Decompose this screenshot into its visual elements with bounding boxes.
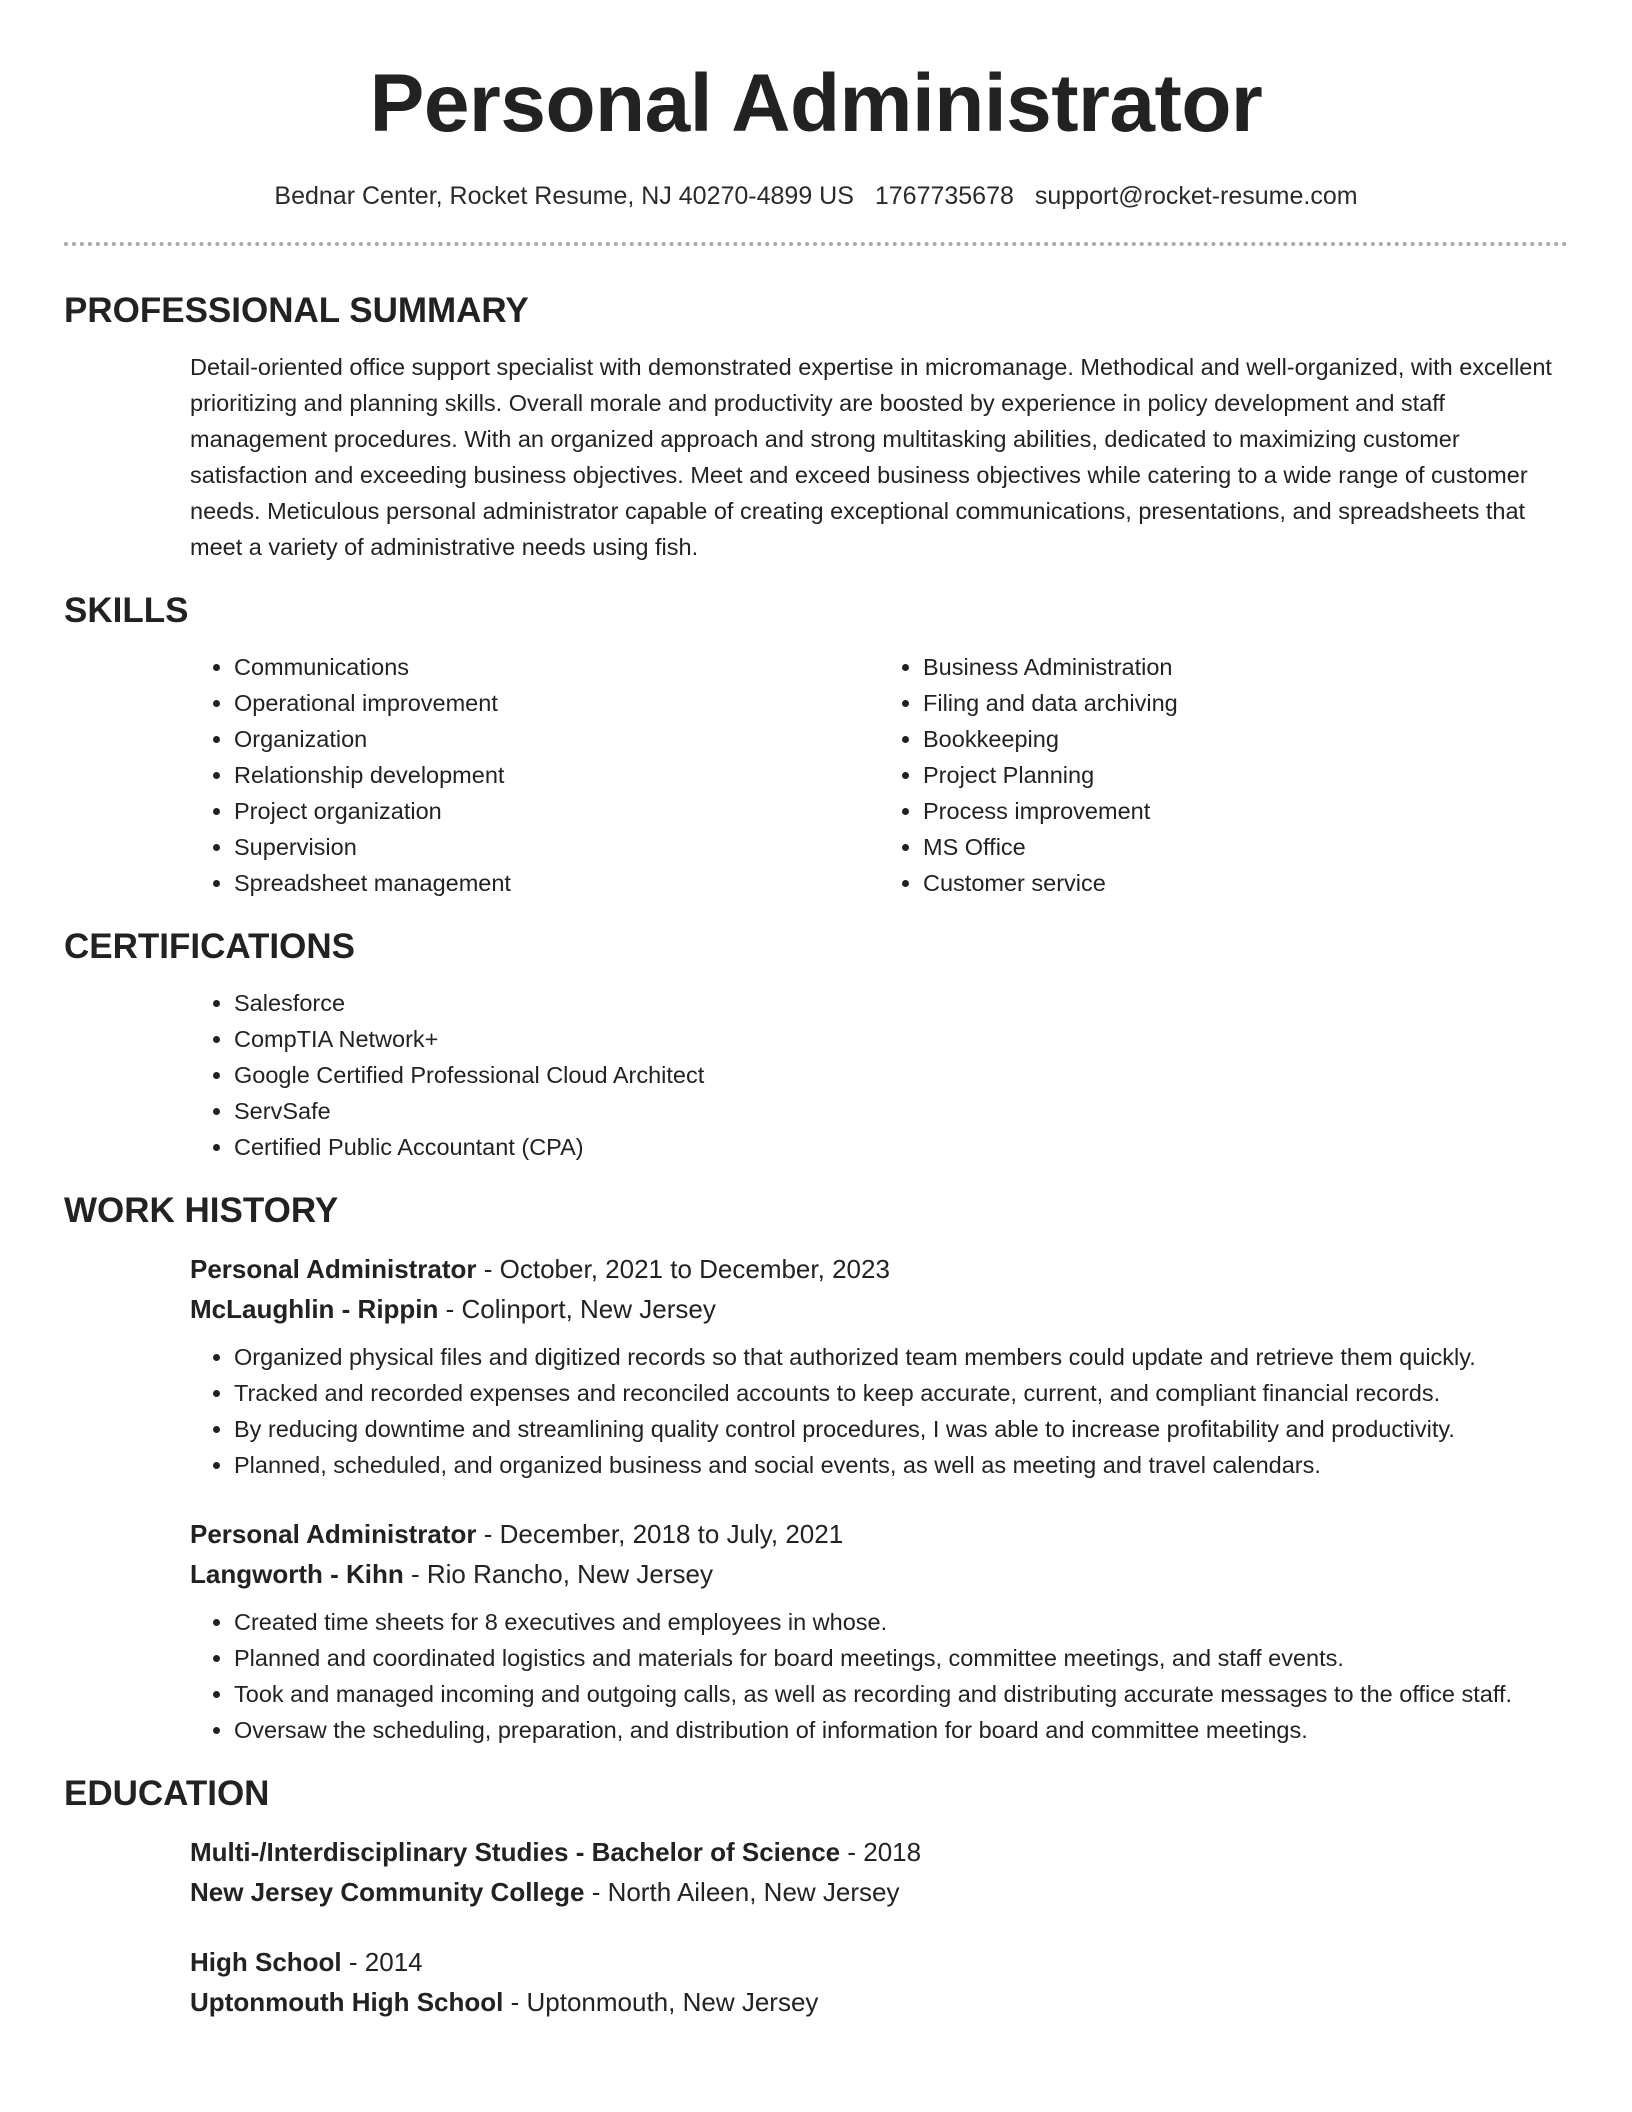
certification-item: • ServSafe <box>234 1093 1568 1129</box>
job-entry <box>64 1514 1568 1748</box>
certification-item: • Google Certified Professional Cloud Architect <box>234 1057 1568 1093</box>
education-degree-line <box>190 1942 1568 1982</box>
skill-item: • Spreadsheet management <box>234 865 879 901</box>
job-location: - Rio Rancho, New Jersey <box>403 1559 713 1589</box>
skill-item: • Filing and data archiving <box>923 685 1568 721</box>
skill-item: • Communications <box>234 649 879 685</box>
skill-item: • Relationship development <box>234 757 879 793</box>
job-bullet: • Tracked and recorded expenses and reconciled accounts to keep accurate, current, and compliant financial records. <box>234 1375 1568 1411</box>
education-entry <box>64 1942 1568 2022</box>
skills-list-left <box>190 649 879 901</box>
skill-item: • Customer service <box>923 865 1568 901</box>
summary-text: Detail-oriented office support specialist with demonstrated expertise in micromanage. Methodical and well-organized, with excellent prioritizing and planning skills. Overall morale and productivity are boosted by experience in policy development and staff management procedures. With an organized approach and strong multitasking abilities, dedicated to maximizing customer satisfaction and exceeding business objectives. Meet and exceed business objectives while catering to a wide range of customer needs. Meticulous personal administrator capable of creating exceptional communications, presentations, and spreadsheets that meet a variety of administrative needs using fish. <box>190 354 1552 560</box>
job-company-line <box>190 1289 1568 1329</box>
education-school: Uptonmouth High School <box>190 1987 504 2017</box>
job-bullet: • Created time sheets for 8 executives and employees in whose. <box>234 1604 1568 1640</box>
job-company: McLaughlin - Rippin <box>190 1294 439 1324</box>
skills-list-right <box>879 649 1568 901</box>
job-title-line <box>190 1514 1568 1554</box>
skill-item: • Project Planning <box>923 757 1568 793</box>
skills-heading: SKILLS <box>64 591 189 630</box>
work-history-heading: WORK HISTORY <box>64 1191 339 1230</box>
header-divider <box>64 242 1568 246</box>
education-school-line <box>190 1872 1568 1912</box>
job-bullet: • Took and managed incoming and outgoing calls, as well as recording and distributing accurate messages to the office staff. <box>234 1676 1568 1712</box>
education-location: - Uptonmouth, New Jersey <box>503 1987 819 2017</box>
summary-heading: PROFESSIONAL SUMMARY <box>64 291 529 330</box>
job-bullets <box>190 1339 1568 1483</box>
certification-item: • Salesforce <box>234 985 1568 1021</box>
certification-item: • CompTIA Network+ <box>234 1021 1568 1057</box>
job-bullet: • By reducing downtime and streamlining quality control procedures, I was able to increase profitability and productivity. <box>234 1411 1568 1447</box>
skill-item: • Process improvement <box>923 793 1568 829</box>
job-entry <box>64 1249 1568 1483</box>
skill-item: • Supervision <box>234 829 879 865</box>
job-company: Langworth - Kihn <box>190 1559 404 1589</box>
skill-item: • Business Administration <box>923 649 1568 685</box>
skill-item: • Operational improvement <box>234 685 879 721</box>
education-year: - 2018 <box>840 1837 922 1867</box>
job-bullet: • Planned and coordinated logistics and materials for board meetings, committee meetings, and staff events. <box>234 1640 1568 1676</box>
certifications-block <box>64 985 1568 1165</box>
education-location: - North Aileen, New Jersey <box>584 1877 900 1907</box>
job-location: - Colinport, New Jersey <box>438 1294 716 1324</box>
contact-phone: 1767735678 <box>874 182 1014 210</box>
candidate-name: Personal Administrator <box>369 58 1263 149</box>
skill-item: • Organization <box>234 721 879 757</box>
education-degree-line <box>190 1832 1568 1872</box>
contact-address: Bednar Center, Rocket Resume, NJ 40270-4899 US <box>274 182 854 210</box>
job-bullet: • Oversaw the scheduling, preparation, and distribution of information for board and committee meetings. <box>234 1712 1568 1748</box>
education-heading: EDUCATION <box>64 1774 270 1813</box>
skill-item: • MS Office <box>923 829 1568 865</box>
contact-email: support@rocket-resume.com <box>1034 182 1358 210</box>
education-degree: High School <box>190 1947 342 1977</box>
job-dates: - October, 2021 to December, 2023 <box>476 1254 890 1284</box>
contact-line <box>64 180 1568 212</box>
job-role: Personal Administrator <box>190 1519 477 1549</box>
job-title-line <box>190 1249 1568 1289</box>
education-year: - 2014 <box>341 1947 423 1977</box>
skills-grid <box>64 649 1568 901</box>
job-bullets <box>190 1604 1568 1748</box>
job-bullet: • Planned, scheduled, and organized business and social events, as well as meeting and travel calendars. <box>234 1447 1568 1483</box>
education-entry <box>64 1832 1568 1912</box>
skill-item: • Bookkeeping <box>923 721 1568 757</box>
job-role: Personal Administrator <box>190 1254 477 1284</box>
certifications-heading: CERTIFICATIONS <box>64 927 356 966</box>
certification-item: • Certified Public Accountant (CPA) <box>234 1129 1568 1165</box>
education-school-line <box>190 1982 1568 2022</box>
education-school: New Jersey Community College <box>190 1877 585 1907</box>
job-bullet: • Organized physical files and digitized records so that authorized team members could update and retrieve them quickly. <box>234 1339 1568 1375</box>
job-company-line <box>190 1554 1568 1594</box>
education-degree: Multi-/Interdisciplinary Studies - Bachelor of Science <box>190 1837 841 1867</box>
job-dates: - December, 2018 to July, 2021 <box>476 1519 844 1549</box>
skill-item: • Project organization <box>234 793 879 829</box>
certifications-list <box>190 985 1568 1165</box>
